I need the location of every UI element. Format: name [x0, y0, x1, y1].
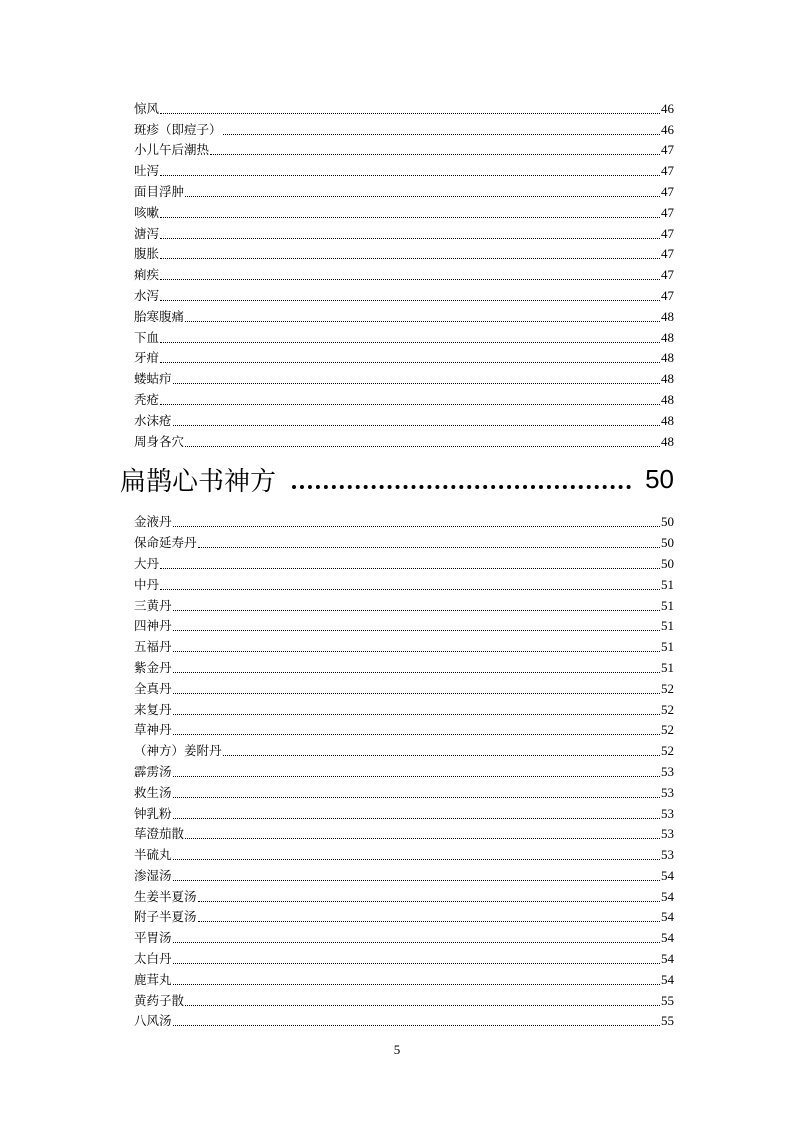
toc-entry-label: 下血: [134, 329, 160, 345]
toc-entry[interactable]: [134, 510, 674, 531]
dot-leader: [198, 901, 660, 902]
toc-entry-label: 胎寒腹痛: [134, 308, 185, 324]
toc-entry[interactable]: [134, 138, 674, 159]
toc-entry-page: 53: [661, 763, 674, 779]
toc-entry-label: 平胃汤: [134, 930, 172, 946]
toc-entry[interactable]: [134, 179, 674, 200]
toc-entry[interactable]: [134, 946, 674, 967]
toc-entry[interactable]: [134, 572, 674, 593]
toc-entry-page: 54: [661, 909, 674, 925]
toc-entry-label: 草神丹: [134, 722, 172, 738]
dot-leader: [160, 362, 660, 363]
toc-entry-page: 50: [661, 535, 674, 551]
toc-entry[interactable]: [134, 593, 674, 614]
toc-entry-label: 中丹: [134, 576, 160, 592]
toc-entry-page: 51: [661, 659, 674, 675]
toc-entry-page: 48: [661, 412, 674, 428]
toc-entry-label: 半硫丸: [134, 847, 172, 863]
dot-leader: [160, 258, 660, 259]
toc-entry-label: 附子半夏汤: [134, 909, 197, 925]
toc-entry-label: （神方）姜附丹: [134, 743, 222, 759]
toc-entry[interactable]: [134, 614, 674, 635]
page-number: 5: [393, 1042, 401, 1057]
toc-entry-page: 48: [661, 350, 674, 366]
toc-entry-page: 54: [661, 930, 674, 946]
toc-entry-label: 小儿午后潮热: [134, 142, 210, 158]
toc-entry-page: 47: [661, 204, 674, 220]
dot-leader: [160, 300, 660, 301]
toc-entry-label: 太白丹: [134, 951, 172, 967]
toc-entry[interactable]: [134, 738, 674, 759]
dot-leader: [173, 942, 660, 943]
toc-entry[interactable]: [134, 242, 674, 263]
toc-entry[interactable]: [134, 801, 674, 822]
dot-leader: [173, 776, 660, 777]
toc-entry-page: 52: [661, 680, 674, 696]
toc-entry-label: 大丹: [134, 555, 160, 571]
toc-entry-page: 53: [661, 826, 674, 842]
toc-section-heading[interactable]: [120, 450, 674, 510]
dot-leader: [173, 1025, 660, 1026]
dot-leader: [185, 321, 660, 322]
dot-leader: [173, 984, 660, 985]
toc-entry[interactable]: [134, 530, 674, 551]
dot-leader: [185, 838, 660, 839]
toc-entry[interactable]: [134, 346, 674, 367]
dot-leader: [160, 238, 660, 239]
toc-entry-page: 47: [661, 183, 674, 199]
toc-entry-page: 47: [661, 267, 674, 283]
toc-entry-page: 53: [661, 805, 674, 821]
toc-entry-label: 面目浮肿: [134, 183, 185, 199]
toc-entry[interactable]: [134, 551, 674, 572]
dot-leader: [173, 383, 660, 384]
toc-entry[interactable]: [134, 842, 674, 863]
dot-leader: [173, 610, 660, 611]
dot-leader: [173, 630, 660, 631]
toc-entry-label: 吐泻: [134, 163, 160, 179]
toc-entry-page: 54: [661, 867, 674, 883]
toc-entry[interactable]: [134, 655, 674, 676]
toc-entry-label: 救生汤: [134, 784, 172, 800]
table-of-contents: [120, 96, 674, 1029]
toc-entry-page: 51: [661, 618, 674, 634]
toc-entry-page: 47: [661, 287, 674, 303]
toc-entry-label: 溏泻: [134, 225, 160, 241]
toc-entry-label: 保命延寿丹: [134, 535, 197, 551]
dot-leader: [223, 755, 660, 756]
toc-entry-label: 四神丹: [134, 618, 172, 634]
toc-entry-label: 痢疾: [134, 267, 160, 283]
dot-leader: [160, 589, 660, 590]
toc-entry-page: 47: [661, 225, 674, 241]
toc-entry[interactable]: [134, 387, 674, 408]
toc-entry-label: 腹胀: [134, 246, 160, 262]
toc-entry[interactable]: [134, 634, 674, 655]
toc-entry-page: 48: [661, 329, 674, 345]
toc-entry-page: 52: [661, 701, 674, 717]
dot-leader: [160, 568, 660, 569]
section-heading-page: 50: [645, 464, 674, 495]
toc-entry[interactable]: [134, 221, 674, 242]
toc-entry[interactable]: [134, 262, 674, 283]
toc-entry-label: 全真丹: [134, 680, 172, 696]
dot-leader: [173, 859, 660, 860]
toc-entry[interactable]: [134, 1009, 674, 1030]
toc-entry-page: 53: [661, 847, 674, 863]
dot-leader: [198, 921, 660, 922]
toc-entry[interactable]: [134, 304, 674, 325]
dot-leader: [292, 485, 631, 489]
toc-entry-label: 荜澄茄散: [134, 826, 185, 842]
toc-entry[interactable]: [134, 158, 674, 179]
toc-entry[interactable]: [134, 200, 674, 221]
toc-entry-label: 渗湿汤: [134, 867, 172, 883]
toc-entry[interactable]: [134, 408, 674, 429]
section-heading-label: 扁鹊心书神方: [120, 467, 277, 498]
toc-entry-label: 五福丹: [134, 639, 172, 655]
toc-entry-page: 48: [661, 391, 674, 407]
toc-entry-page: 54: [661, 971, 674, 987]
toc-entry-page: 47: [661, 246, 674, 262]
toc-entry-page: 51: [661, 597, 674, 613]
toc-entry-label: 三黄丹: [134, 597, 172, 613]
dot-leader: [173, 651, 660, 652]
toc-entry-label: 黄药子散: [134, 992, 185, 1008]
toc-entry[interactable]: [134, 780, 674, 801]
toc-entry-page: 53: [661, 784, 674, 800]
dot-leader: [210, 154, 660, 155]
toc-entry[interactable]: [134, 967, 674, 988]
toc-entry-page: 48: [661, 433, 674, 449]
dot-leader: [160, 113, 660, 114]
toc-entry[interactable]: [134, 863, 674, 884]
toc-entry-label: 咳嗽: [134, 204, 160, 220]
toc-entry[interactable]: [134, 325, 674, 346]
toc-entry-label: 八风汤: [134, 1013, 172, 1029]
toc-entry-page: 54: [661, 951, 674, 967]
dot-leader: [173, 672, 660, 673]
toc-entry-page: 48: [661, 308, 674, 324]
toc-entry-page: 55: [661, 1013, 674, 1029]
toc-entry-label: 金液丹: [134, 514, 172, 530]
dot-leader: [173, 425, 660, 426]
toc-entry[interactable]: [134, 884, 674, 905]
dot-leader: [173, 963, 660, 964]
dot-leader: [173, 818, 660, 819]
toc-entry[interactable]: [134, 429, 674, 450]
dot-leader: [160, 404, 660, 405]
dot-leader: [173, 714, 660, 715]
toc-entry-label: 秃疮: [134, 391, 160, 407]
dot-leader: [185, 1005, 660, 1006]
toc-entry-page: 46: [661, 100, 674, 116]
toc-entry[interactable]: [134, 676, 674, 697]
toc-entry-page: 52: [661, 722, 674, 738]
dot-leader: [185, 196, 660, 197]
dot-leader: [160, 175, 660, 176]
toc-entry-label: 钟乳粉: [134, 805, 172, 821]
toc-entry-page: 55: [661, 992, 674, 1008]
toc-entry-page: 48: [661, 371, 674, 387]
toc-entry-label: 鹿茸丸: [134, 971, 172, 987]
toc-entry-page: 51: [661, 639, 674, 655]
toc-entry-page: 50: [661, 514, 674, 530]
toc-entry-label: 紫金丹: [134, 659, 172, 675]
toc-entry-label: 斑疹（即痘子）: [134, 121, 222, 137]
toc-entry[interactable]: [134, 117, 674, 138]
toc-entry[interactable]: [134, 925, 674, 946]
toc-entry-label: 蝼蛄疖: [134, 371, 172, 387]
toc-entry-page: 46: [661, 121, 674, 137]
dot-leader: [198, 547, 660, 548]
toc-entry[interactable]: [134, 988, 674, 1009]
toc-entry-label: 周身各穴: [134, 433, 185, 449]
toc-entry-label: 牙疳: [134, 350, 160, 366]
dot-leader: [160, 217, 660, 218]
toc-entry[interactable]: [134, 759, 674, 780]
toc-entry-label: 霹雳汤: [134, 763, 172, 779]
toc-entry-page: 51: [661, 576, 674, 592]
toc-entry[interactable]: [134, 283, 674, 304]
toc-entry[interactable]: [134, 905, 674, 926]
toc-entry-page: 52: [661, 743, 674, 759]
toc-entry[interactable]: [134, 697, 674, 718]
dot-leader: [173, 526, 660, 527]
toc-entry-page: 54: [661, 888, 674, 904]
dot-leader: [173, 693, 660, 694]
toc-entry[interactable]: [134, 822, 674, 843]
toc-entry[interactable]: [134, 718, 674, 739]
toc-entry-page: 50: [661, 555, 674, 571]
toc-entry-label: 惊风: [134, 100, 160, 116]
dot-leader: [173, 880, 660, 881]
dot-leader: [223, 134, 660, 135]
dot-leader: [173, 797, 660, 798]
toc-entry-label: 来复丹: [134, 701, 172, 717]
toc-entry[interactable]: [134, 366, 674, 387]
toc-entry[interactable]: [134, 96, 674, 117]
toc-entry-page: 47: [661, 142, 674, 158]
dot-leader: [160, 279, 660, 280]
dot-leader: [160, 342, 660, 343]
dot-leader: [173, 734, 660, 735]
toc-entry-label: 生姜半夏汤: [134, 888, 197, 904]
toc-entry-page: 47: [661, 163, 674, 179]
toc-entry-label: 水沫疮: [134, 412, 172, 428]
toc-entry-label: 水泻: [134, 287, 160, 303]
dot-leader: [185, 446, 660, 447]
